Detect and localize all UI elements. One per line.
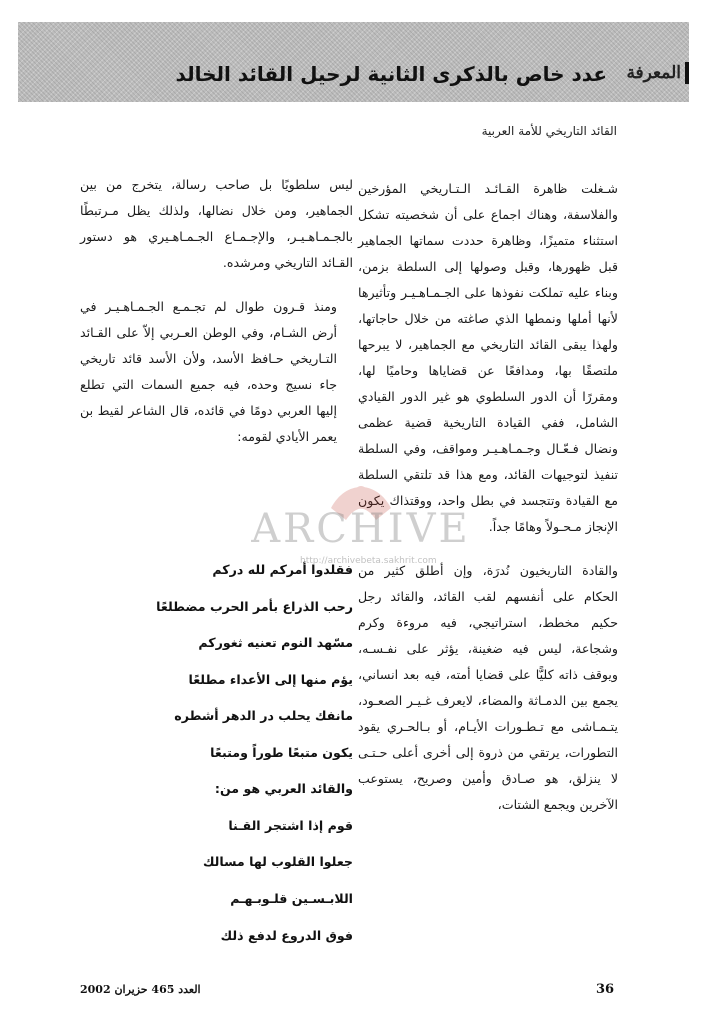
logo-text: المعرفة (626, 63, 681, 83)
poem-line: مسّهد النوم تعنيه ثغوركم (198, 635, 353, 650)
magazine-logo (615, 58, 689, 88)
poem-line: والقائد العربي هو من: (214, 781, 353, 796)
poem-line: جعلوا القلوب لها مسالك (202, 854, 353, 869)
section-title: القائد التاريخي للأمة العربية (481, 124, 617, 138)
article-column-left (80, 172, 353, 450)
page-headline: عدد خاص بالذكرى الثانية لرحيل القائد الخالد (175, 62, 607, 86)
watermark-url: http://archivebeta.sakhrit.com (300, 556, 437, 566)
paragraph: ومنذ قـرون طوال لم تجـمـع الجـمـاهـيـر في أرض الشـام، وفي الوطن العـربي إلاّ على القـائد التـاريخي حـافظ الأسد، ولأن الأسد قائد تاريخي جاء نسيج وحده، فيه جميع السمات التي تطلع إليها العربي دومًا في قائده، قال الشاعر لقيط بن يعمر الأيادي لقومه: (80, 299, 337, 444)
watermark-text: ARCHIVE (251, 506, 471, 552)
logo-bar-icon (685, 62, 689, 84)
paragraph: والقادة التاريخيون نُدرَة، وإن أطلق كثير من الحكام على أنفسهم لقب القائد، والقائد رجل حكيم مخطط، استراتيجي، فيه مروءة وكرم وشجاعة، ليس فيه ضغينة، يؤثر على نفـسـه، ويوقف ذاته كليًّا على قضايا أمته، فيه بعد انساني، يجمع بين الدمـاثة والمضاء، لايعرف غـيـر الصعـود، يتـمـاشى مع تـطـورات الأيـام، أو بـالحـري يقود التطورات، يرتقي من ذروة إلى أخرى أعلى حـتـى لا ينزلق، هو صـادق وأمين وصريح، يستوعب الآخرين ويجمع الشتات، (358, 563, 618, 812)
poem-line: يكون متبعًا طوراً ومتبعًا (210, 745, 353, 760)
poem-line: فوق الدروع لدفع ذلك (220, 928, 353, 943)
poem-line: رحب الذراع بأمر الحرب مضطلعًا (156, 599, 353, 614)
page-number: 36 (596, 982, 615, 997)
issue-info: العدد 465 حزيران 2002 (80, 983, 201, 996)
poem-line: مانفك يحلب در الدهر أشطره (174, 708, 353, 723)
poem-line: فقلدوا أمركم لله دركم (212, 562, 353, 577)
poem-line: اللابـسـين قلـوبـهـم (230, 891, 353, 906)
article-column-right (358, 176, 634, 818)
poem-line: قوم إذا اشتجر القـنا (228, 818, 353, 833)
paragraph: ليس سلطويًا بل صاحب رسالة، يتخرج من بين الجماهير، ومن خلال نضالها، ولذلك يظل مـرتبطًا بالجـمـاهـيـر، والإجـمـاع الجـمـاهـيري هو دستور القـائد التاريخي ومرشده. (80, 177, 353, 270)
paragraph: شـغلت ظاهرة القـائـد الـتـاريخي المؤرخين والفلاسفة، وهناك اجماع على أن شخصيته تشكل استثناء متميزًا، وظاهرة حددت سماتها الجماهير قبل ظهورها، وقبل وصولها إلى السلطة بزمن، وبناء عليه تملكت نفوذها على الجـمـاهـيـر وتأثيرها لأنها أملها ونمطها الذي صاغته من خلال حاجاتها، ولهذا يبقى القائد التاريخي مع الجماهير، لا يبرحها ملتصقًا بها، ومدافعًا عن قضاياها وحاميًا لها، ومقررًا أن الدور السلطوي هو غير الدور القيادي الشامل، ففي القيادة التاريخية قضية عظمى ونضال فـعّـال وجـمـاهـيـر ومواقف، وفي السلطة تنفيذ لتوجيهات القائد، ومع هذا قد تلتقي السلطة مع القيادة وتتجسد في بطل واحد، ووقتذاك يكون الإنجاز مـحـولاً وهامًا جداً. (358, 181, 618, 534)
poem-line: يؤم منها إلى الأعداء مطلعًا (188, 672, 353, 687)
